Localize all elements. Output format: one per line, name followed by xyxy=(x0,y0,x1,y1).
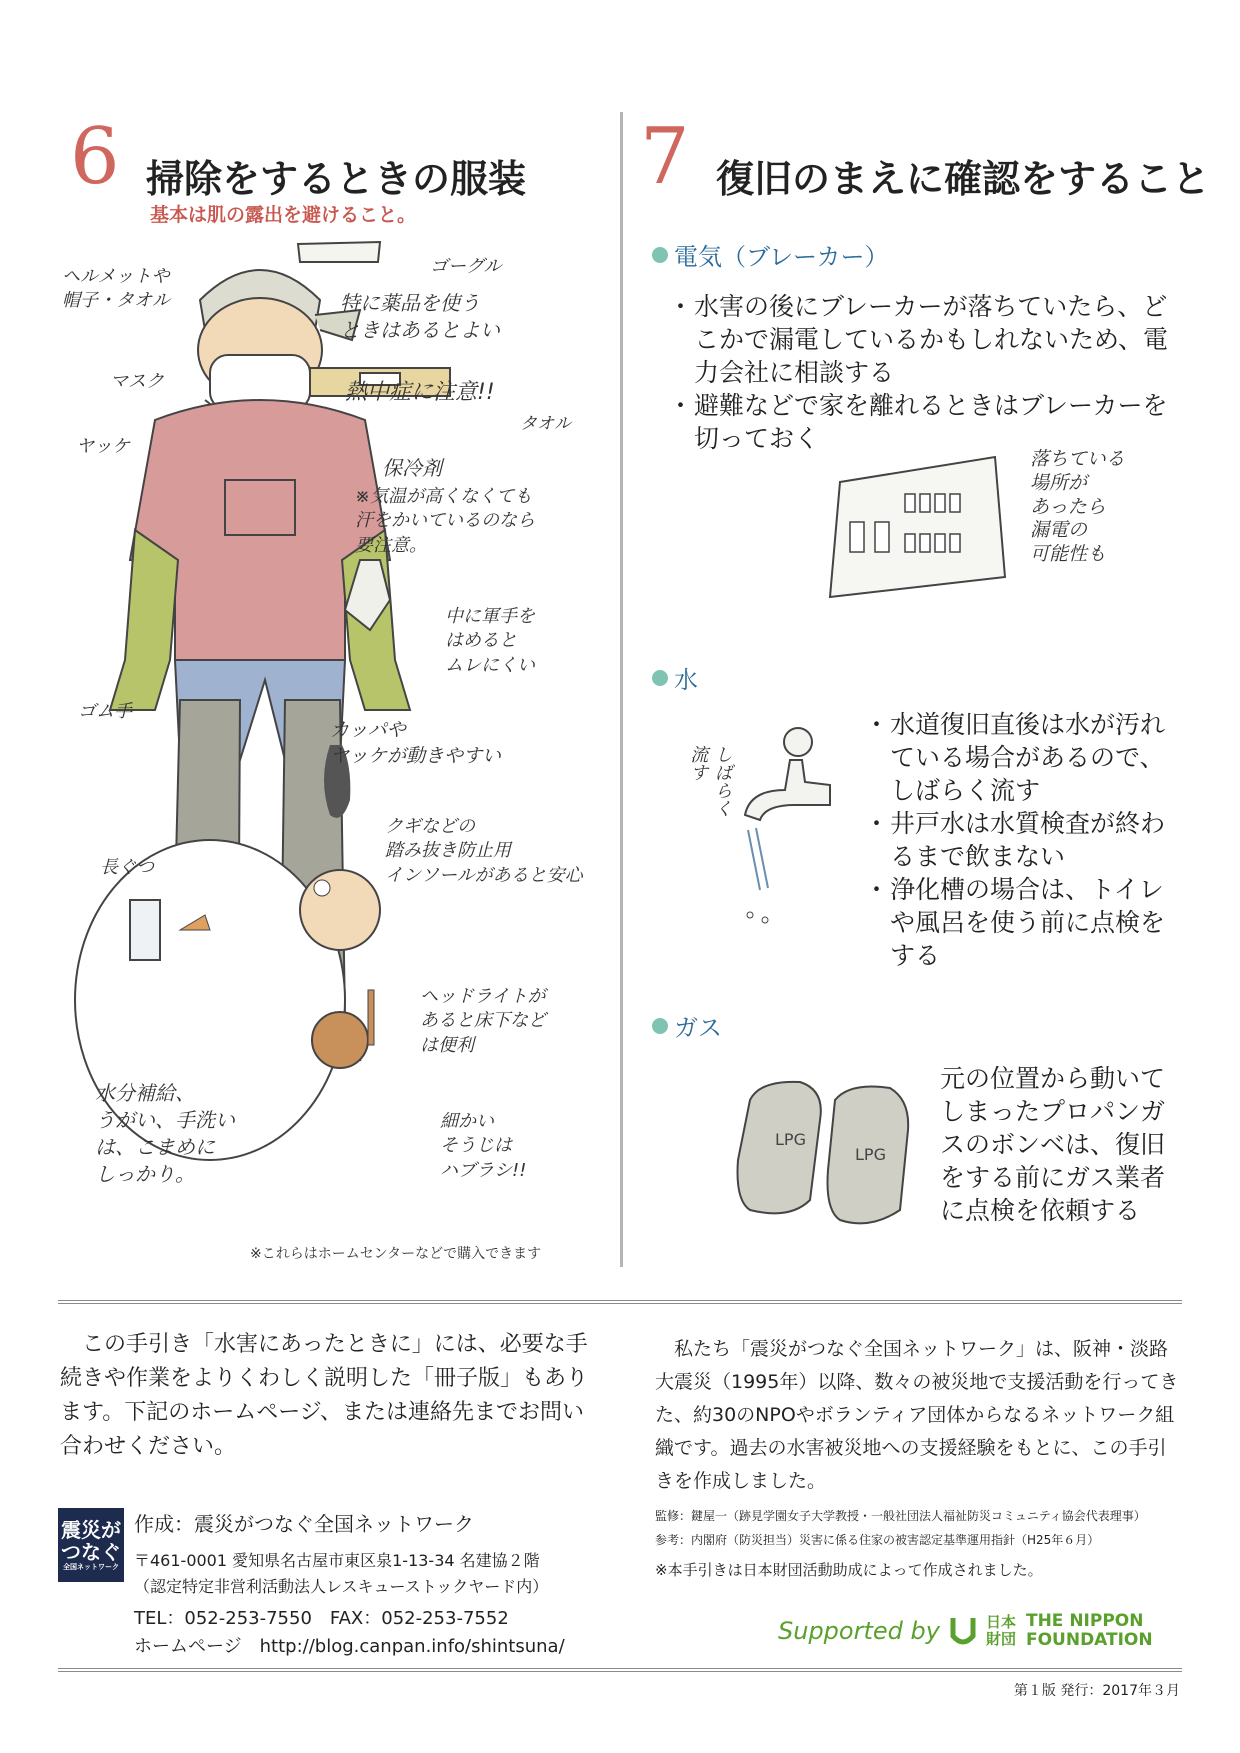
label-headlight-note: ヘッドライトが あると床下など は便利 xyxy=(420,986,546,1056)
bullet-dot-icon xyxy=(652,247,668,263)
electric-heading xyxy=(652,237,889,272)
label-gloves-note: 中に軍手を はめると ムレにくい xyxy=(445,606,535,676)
gas-heading-label: ガス xyxy=(674,1014,722,1042)
label-goggle-note: 特に薬品を使う ときはあるとよい xyxy=(340,291,500,342)
label-insole-note: クギなどの 踏み抜き防止用 インソールがあると安心 xyxy=(385,816,583,886)
breaker-panel-illustration xyxy=(820,452,1020,607)
footer-top-rule xyxy=(58,1300,1182,1304)
gas-heading xyxy=(652,1008,722,1043)
label-boots: 長ぐつ xyxy=(100,857,154,878)
tank-label-1: LPG xyxy=(775,1130,806,1149)
footer-left-text: この手引き「水害にあったときに」には、必要な手続きや作業をよりくわしく説明した「冊子版」もあります。下記のホームページ、または連絡先までお問い合わせください。 xyxy=(60,1332,589,1459)
footer-homepage[interactable]: ホームページ http://blog.canpan.info/shintsuna/ xyxy=(134,1636,565,1657)
electric-bullets xyxy=(672,290,1187,455)
foundation-en: THE NIPPON FOUNDATION xyxy=(1025,1611,1153,1650)
nippon-foundation-icon xyxy=(950,1614,976,1648)
column-divider xyxy=(620,112,623,1267)
label-mask: マスク xyxy=(110,371,164,392)
label-temp-note: ※気温が高くなくても 汗をかいているのなら 要注意。 xyxy=(355,486,535,556)
electric-bullet-2: ・ 避難などで家を離れるときはブレーカーを切っておく xyxy=(672,389,1187,455)
label-kappa-note: カッパや ヤッケが動きやすい xyxy=(330,719,502,767)
goggle-drawing xyxy=(298,242,380,262)
logo-line-3: 全国ネットワーク xyxy=(63,1562,119,1571)
logo-line-1: 震災が xyxy=(61,1517,121,1542)
gas-text: 元の位置から動いてしまったプロパンガスのボンベは、復旧をする前にガス業者に点検を依頼する xyxy=(940,1064,1166,1225)
label-towel: タオル xyxy=(520,414,571,434)
section6-subtitle: 基本は肌の露出を避けること。 xyxy=(150,204,417,226)
supported-by-text: Supported by xyxy=(778,1617,940,1645)
label-goggle: ゴーグル xyxy=(430,256,502,277)
water-bullet-1: ・ 水道復旧直後は水が汚れている場合があるので、しばらく流す xyxy=(868,708,1188,807)
footer-phone: TEL：052-253-7550 FAX：052-253-7552 xyxy=(134,1608,509,1629)
label-yacke: ヤッケ xyxy=(76,436,130,457)
water-bullets xyxy=(868,708,1188,972)
tank-label-2: LPG xyxy=(855,1145,886,1164)
electric-heading-label: 電気（ブレーカー） xyxy=(674,243,889,271)
section7-title: 復旧のまえに確認をすること xyxy=(716,156,1211,201)
propane-tanks-illustration xyxy=(730,1060,930,1230)
label-water-note: 水分補給、 うがい、手洗い は、こまめに しっかり。 xyxy=(95,1081,235,1186)
faucet-note: しばらく 流す xyxy=(687,745,733,817)
bottle-drawing xyxy=(130,900,160,960)
footer-supervisor: 監修：鍵屋一（跡見学園女子大学教授・一般社団法人福祉防災コミュニティ協会代表理事） xyxy=(655,1509,1146,1523)
footer-reference: 参考：内閣府（防災担当）災害に係る住家の被害認定基準運用指針（H25年６月） xyxy=(655,1533,1100,1547)
label-gloves: ゴム手 xyxy=(78,701,132,722)
label-heatstroke: 熱中症に注意!! xyxy=(345,380,495,405)
bullet-dot-icon xyxy=(652,670,668,686)
toothbrush-figure-drawing xyxy=(312,1012,368,1068)
section6-footnote: ※これらはホームセンターなどで購入できます xyxy=(250,1246,542,1262)
water-bullet-3: ・ 浄化槽の場合は、トイレや風呂を使う前に点検をする xyxy=(868,873,1188,972)
foundation-jp: 日本 財団 xyxy=(985,1613,1016,1648)
footer-grant-note: ※本手引きは日本財団活動助成によって作成されました。 xyxy=(655,1561,1043,1579)
bullet-dot-icon xyxy=(652,1018,668,1034)
organization-logo xyxy=(58,1508,124,1582)
section6-title: 掃除をするときの服装 xyxy=(146,156,527,201)
electric-bullet-1: ・ 水害の後にブレーカーが落ちていたら、どこかで漏電しているかもしれないため、電力会社に相談する xyxy=(672,290,1187,389)
breaker-note: 落ちている 場所が あったら 漏電の 可能性も xyxy=(1030,448,1125,565)
section6-number: 6 xyxy=(70,112,120,202)
section7-number: 7 xyxy=(640,112,690,202)
water-bullet-2: ・ 井戸水は水質検査が終わるまで飲まない xyxy=(868,807,1188,873)
label-helmet: ヘルメットや 帽子・タオル xyxy=(62,266,170,312)
water-heading-label: 水 xyxy=(674,666,698,694)
water-heading xyxy=(652,660,698,695)
footer-author: 作成：震災がつなぐ全国ネットワーク xyxy=(134,1512,474,1536)
nippon-foundation-logo xyxy=(778,1612,1153,1650)
footer-address-note: （認定特定非営利活動法人レスキューストックヤード内） xyxy=(134,1577,549,1596)
footer-bottom-rule xyxy=(58,1668,1182,1672)
label-coolant: 保冷剤 xyxy=(382,456,442,480)
label-brush-note: 細かい そうじは ハブラシ!! xyxy=(440,1111,527,1181)
headlight-head-drawing xyxy=(300,870,380,950)
footer-address: 〒461-0001 愛知県名古屋市東区泉1-13-34 名建協２階 xyxy=(134,1551,540,1570)
footer-right-text: 私たち「震災がつなぐ全国ネットワーク」は、阪神・淡路大震災（1995年）以降、数々の被災地で支援活動を行ってきた、約30のNPOやボランティア団体からなるネットワーク組織です。過去の水害被災地への支援経験をもとに、この手引きを作成しました。 xyxy=(655,1338,1179,1492)
logo-line-2: つなぐ xyxy=(61,1539,121,1564)
edition-text: 第１版 発行：2017年３月 xyxy=(1013,1683,1180,1699)
